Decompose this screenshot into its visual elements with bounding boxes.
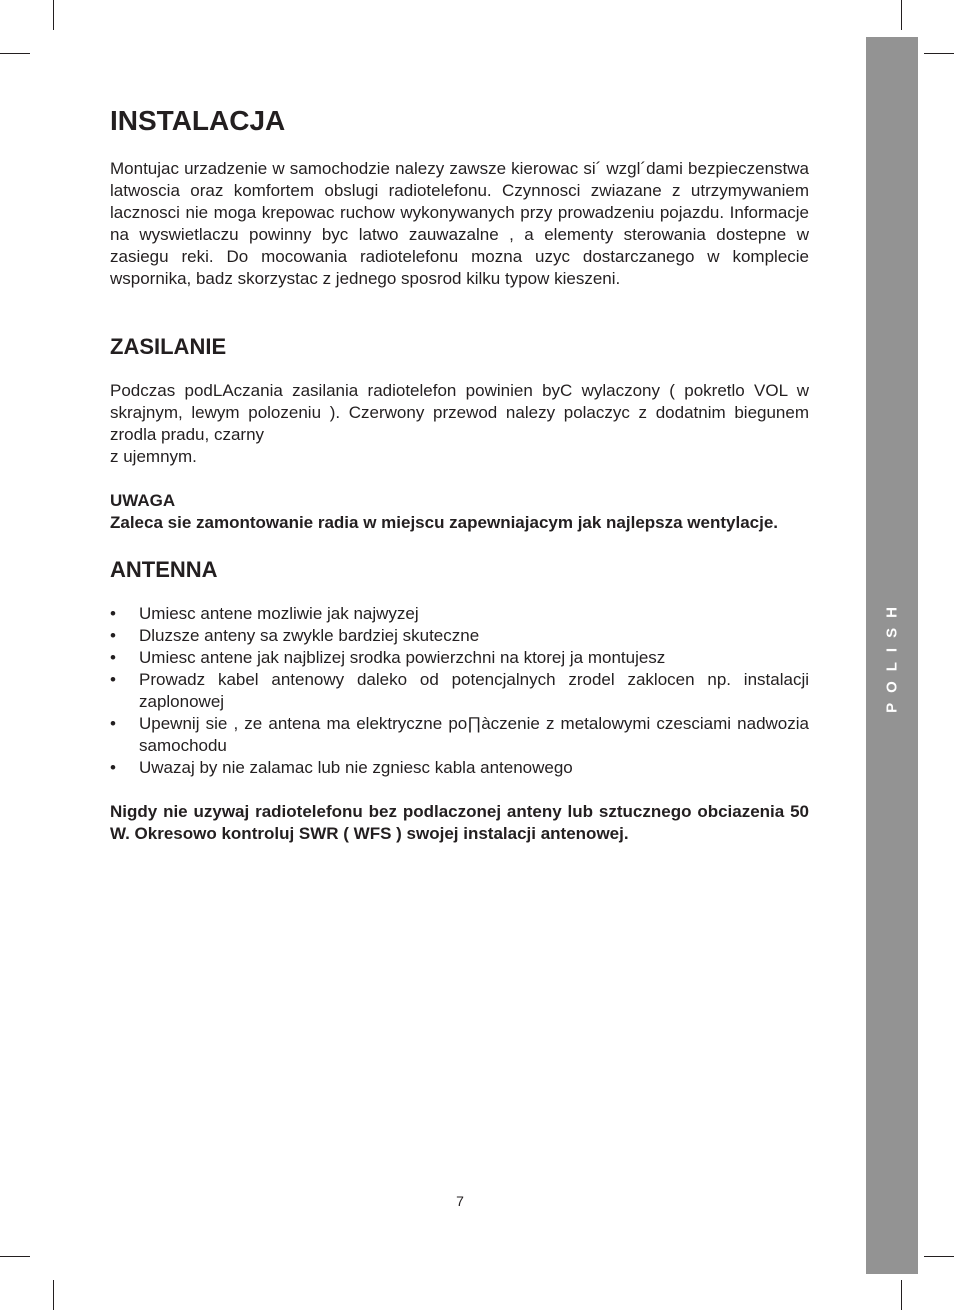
zasilanie-body-line2: z ujemnym. [110, 447, 197, 466]
warning-text: Zaleca sie zamontowanie radia w miejscu zapewniajacym jak najlepsza wentylacje. [110, 513, 779, 532]
crop-mark [901, 0, 902, 30]
crop-mark [924, 53, 954, 54]
language-side-label [866, 595, 918, 715]
list-item: • Uwazaj by nie zalamac lub nie zgniesc kabla antenowego [110, 757, 809, 779]
list-item: • Upewnij sie , ze antena ma elektryczne po∏àczenie z metalowymi czesciami nadwozia samochodu [110, 713, 809, 757]
list-item: • Umiesc antene mozliwie jak najwyzej [110, 603, 809, 625]
crop-mark [53, 0, 54, 30]
antenna-notice: Nigdy nie uzywaj radiotelefonu bez podlaczonej anteny lub sztucznego obciazenia 50 W. Okresowo kontroluj SWR ( WFS ) swojej instalacji antenowej. [110, 802, 809, 843]
crop-mark [901, 1280, 902, 1310]
warning-title: UWAGA [110, 491, 176, 510]
section-title-antenna: ANTENNA [110, 557, 218, 582]
instalacja-body: Montujac urzadzenie w samochodzie nalezy zawsze kierowac si´ wzgl´dami bezpieczenstwa latwoscia oraz komfortem obslugi radiotelefonu. Czynnosci zwiazane z utrzymywaniem lacznosci nie moga krepowac ruchow wykonywanych przy prowadzeniu pojazdu. Informacje na wyswietlaczu powinny byc latwo zauwazalne , a elementy sterowania dostepne w zasiegu reki. Do mocowania radiotelefonu mozna uzyc dostarczanego w komplecie wspornika, badz skorzystac z jednego sposrod kilku typow kieszeni. [110, 159, 809, 288]
section-title-instalacja: INSTALACJA [110, 105, 286, 136]
zasilanie-body-line1: Podczas podLAczania zasilania radiotelefon powinien byC wylaczony ( pokretlo VOL w skrajnym, lewym polozeniu ). Czerwony przewod nalezy polaczyc z dodatnim biegunem zrodla pradu, czarny [110, 381, 809, 444]
section-title-zasilanie: ZASILANIE [110, 334, 227, 359]
page-number: 7 [456, 1193, 464, 1209]
list-item: • Umiesc antene jak najblizej srodka powierzchni na ktorej ja montujesz [110, 647, 809, 669]
list-item: • Prowadz kabel antenowy daleko od potencjalnych zrodel zaklocen np. instalacji zaplonowej [110, 669, 809, 713]
language-label-text: POLISH [883, 597, 901, 713]
crop-mark [0, 1256, 30, 1257]
crop-mark [924, 1256, 954, 1257]
antenna-tips-list [110, 603, 809, 779]
crop-mark [0, 53, 30, 54]
page-content [110, 104, 809, 845]
list-item: • Dluzsze anteny sa zwykle bardziej skuteczne [110, 625, 809, 647]
crop-mark [53, 1280, 54, 1310]
